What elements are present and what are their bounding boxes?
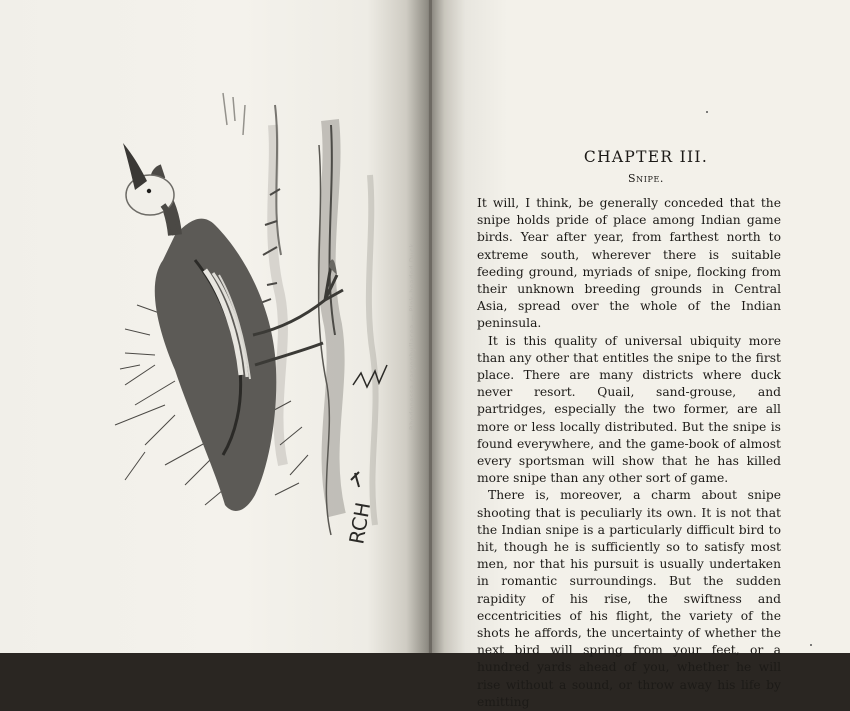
chapter-title: CHAPTER III. [583, 148, 709, 166]
artist-monogram: RCH [344, 500, 376, 546]
bird-illustration-plate [105, 85, 405, 550]
scribbled-signature [353, 365, 387, 387]
plate-side-caption: Rhodonessa caryophyllacea — Pink-headed Duck [408, 243, 416, 430]
duck-figure [123, 143, 343, 511]
paragraph-3: There is, moreover, a charm about snipe shooting that is peculiarly its own. It is not that the Indian snipe is a particularly difficult bird to hit, though he is sufficiently so to satisfy most men, nor that his pursuit is usually undertaken in romantic surroundings. But the sudden rapidity of his rise, the swiftness and eccentricities of his flight, the variety of the shots he affords, the uncertainty of whether the next bird will spring from your feet, or a hundred yards ahead of you, whether he will rise without a sound, or throw away his life by emitting [477, 488, 781, 709]
left-page [0, 0, 432, 653]
chapter-subtitle: Snipe. [627, 172, 664, 185]
chapter-text-block [477, 148, 781, 711]
paper-speck [810, 644, 812, 646]
duck-illustration [105, 85, 405, 550]
paragraph-1: It will, I think, be generally conceded that the snipe holds pride of place among Indian game birds. Year after year, from farthest north to extreme south, wherever there is suitable feeding ground, myriads of snipe, flocking from their unknown breeding grounds in Central Asia, spread over the whole of the Indian peninsula. [477, 196, 781, 331]
paragraph-2: It is this quality of universal ubiquity more than any other that entitles the snipe to the first place. There are many districts where duck never resort. Quail, sand-grouse, and partridges, especially the two former, are all more or less locally distributed. But the snipe is found everywhere, and the game-book of almost every sportsman will show that he has killed more snipe than any other sort of game. [477, 333, 781, 486]
paper-speck [706, 111, 708, 113]
